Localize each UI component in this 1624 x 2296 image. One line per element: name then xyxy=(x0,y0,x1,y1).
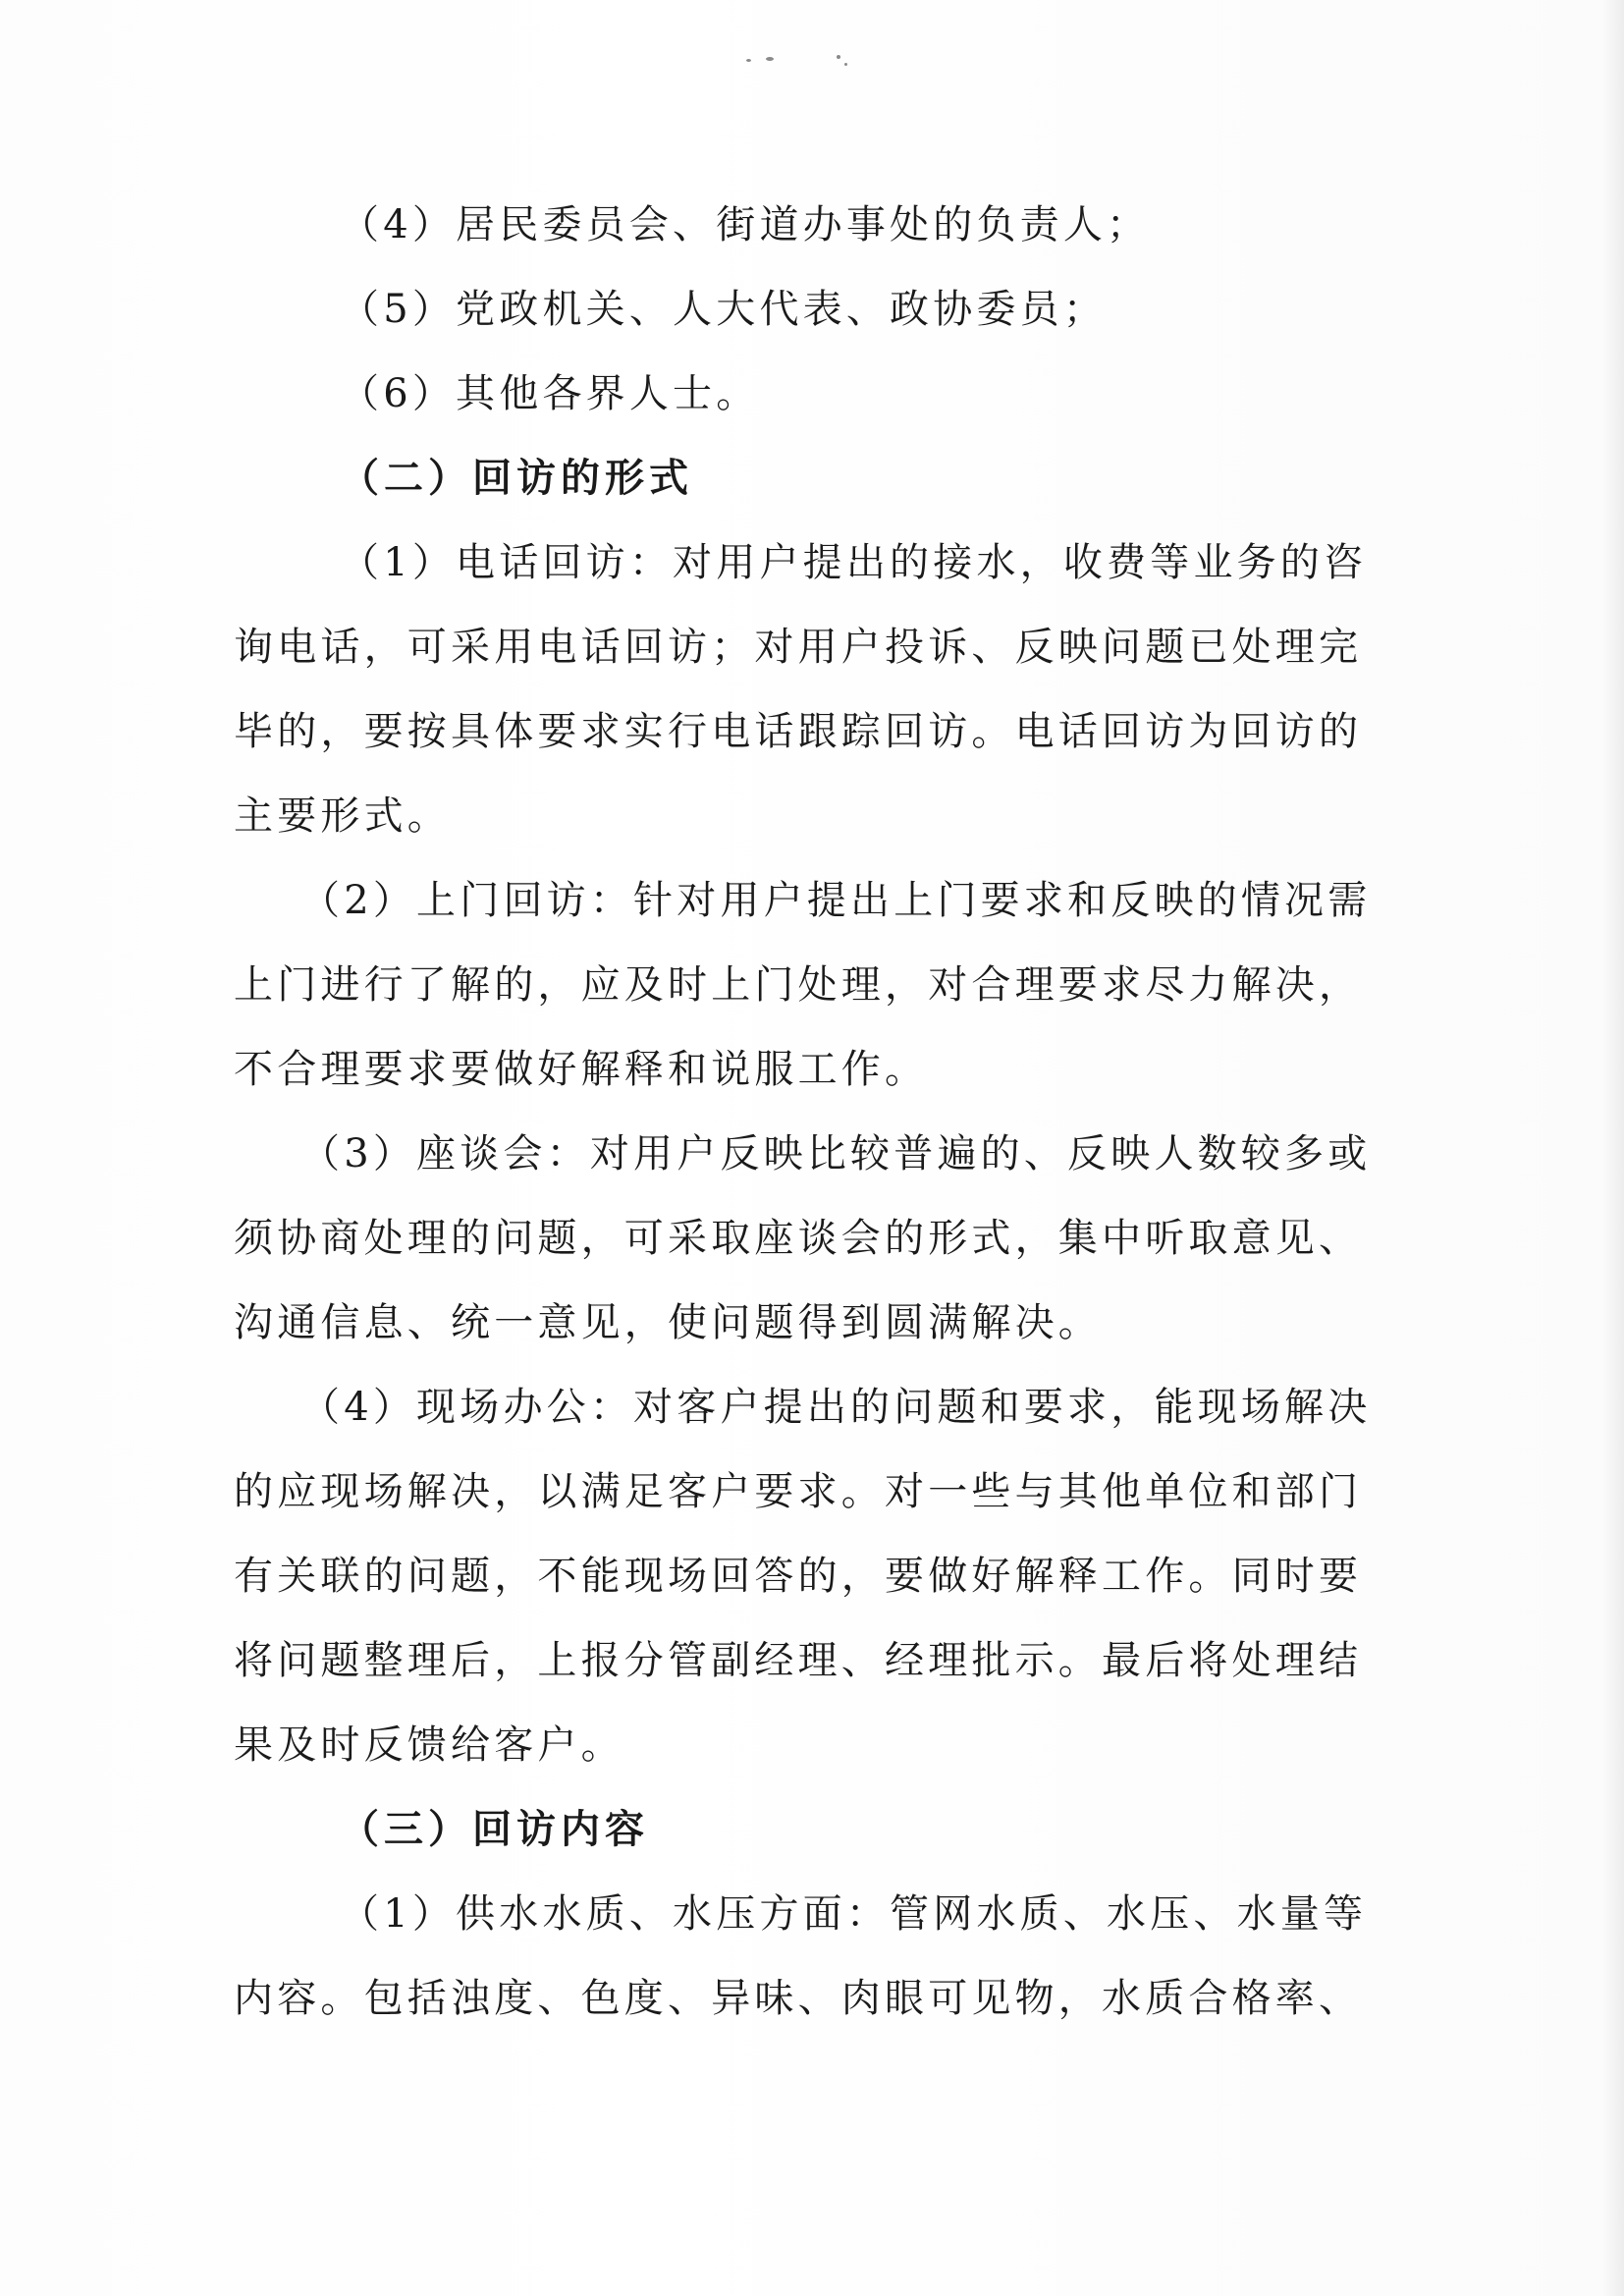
paragraph-line: 询电话，可采用电话回访；对用户投诉、反映问题已处理完 xyxy=(234,625,1363,670)
paragraph-line: 不合理要求要做好解释和说服工作。 xyxy=(234,1047,929,1092)
paragraph-line: 的应现场解决，以满足客户要求。对一些与其他单位和部门 xyxy=(234,1469,1363,1514)
paragraph-line: 须协商处理的问题，可采取座谈会的形式，集中听取意见、 xyxy=(234,1216,1363,1261)
section-heading-2: （二）回访的形式 xyxy=(340,456,693,501)
paragraph-line: 有关联的问题，不能现场回答的，要做好解释工作。同时要 xyxy=(234,1554,1363,1599)
scan-shadow-edge xyxy=(1602,0,1624,2296)
paragraph-line: （1）电话回访：对用户提出的接水，收费等业务的咨 xyxy=(340,540,1368,585)
paragraph-line: 将问题整理后，上报分管副经理、经理批示。最后将处理结 xyxy=(234,1638,1363,1683)
paragraph-line: 主要形式。 xyxy=(234,793,451,839)
document-body xyxy=(234,183,1372,2041)
paragraph-line: （2）上门回访：针对用户提出上门要求和反映的情况需 xyxy=(300,878,1372,923)
paragraph-line: 内容。包括浊度、色度、异味、肉眼可见物，水质合格率、 xyxy=(234,1976,1363,2021)
list-item-5: （5）党政机关、人大代表、政协委员； xyxy=(340,287,1108,332)
paragraph-line: 沟通信息、统一意见，使问题得到圆满解决。 xyxy=(234,1300,1102,1345)
list-item-4: （4）居民委员会、街道办事处的负责人； xyxy=(340,202,1151,247)
scan-specks xyxy=(746,51,884,71)
list-item-6: （6）其他各界人士。 xyxy=(340,371,760,416)
section-heading-3: （三）回访内容 xyxy=(340,1807,649,1852)
paragraph-line: 果及时反馈给客户。 xyxy=(234,1722,624,1768)
paragraph-line: （4）现场办公：对客户提出的问题和要求，能现场解决 xyxy=(300,1385,1372,1430)
paragraph-line: 上门进行了解的，应及时上门处理，对合理要求尽力解决， xyxy=(234,962,1363,1008)
paragraph-line: （1）供水水质、水压方面：管网水质、水压、水量等 xyxy=(340,1891,1368,1937)
paragraph-line: （3）座谈会：对用户反映比较普遍的、反映人数较多或 xyxy=(300,1131,1372,1176)
paragraph-line: 毕的，要按具体要求实行电话跟踪回访。电话回访为回访的 xyxy=(234,709,1363,754)
